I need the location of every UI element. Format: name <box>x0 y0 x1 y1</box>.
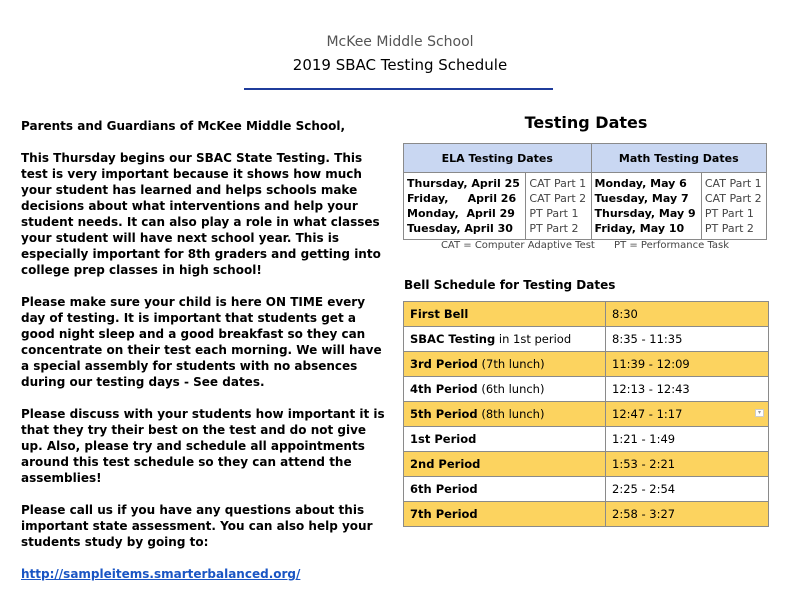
table-row <box>404 502 769 527</box>
testing-dates-legend <box>403 240 767 251</box>
period-name: 1st Period <box>410 432 477 446</box>
ela-part: CAT Part 2 <box>529 192 587 205</box>
chevron-down-icon[interactable]: ▾ <box>755 409 764 417</box>
math-part: CAT Part 1 <box>704 177 762 190</box>
school-name: McKee Middle School <box>326 34 474 50</box>
letter-paragraph-4: Please call us if you have any questions about this important state assessment. You can also help your students study by going to: <box>21 503 373 549</box>
table-row <box>404 402 769 427</box>
ela-day: Friday, April 26 <box>407 192 517 205</box>
period-time: 12:13 - 12:43 <box>606 377 769 402</box>
testing-dates-table <box>403 143 767 240</box>
table-row <box>404 477 769 502</box>
period-note: (6th lunch) <box>477 382 545 396</box>
bell-schedule-table <box>403 301 769 527</box>
letter-greeting: Parents and Guardians of McKee Middle School, <box>21 119 346 133</box>
ela-day: Monday, April 29 <box>407 207 515 220</box>
ela-days-cell <box>404 173 526 240</box>
document-title: 2019 SBAC Testing Schedule <box>292 56 508 74</box>
period-name: 6th Period <box>410 482 478 496</box>
period-time: 12:47 - 1:17 <box>612 407 683 421</box>
math-day: Thursday, May 9 <box>594 207 696 220</box>
header-divider <box>244 88 553 90</box>
table-row <box>404 427 769 452</box>
table-row <box>404 327 769 352</box>
ela-day: Tuesday, April 30 <box>407 222 513 235</box>
period-time: 2:58 - 3:27 <box>606 502 769 527</box>
period-time-cell[interactable] <box>606 402 769 427</box>
parent-letter <box>21 118 391 598</box>
period-time: 1:21 - 1:49 <box>606 427 769 452</box>
table-row <box>404 352 769 377</box>
ela-part: CAT Part 1 <box>529 177 587 190</box>
letter-paragraph-2: Please make sure your child is here ON TIME every day of testing. It is important that students get a good night sleep and a good breakfast so they can concentrate on their test each morning. We will have a special assembly for students with no absences during our testing days - See dates. <box>21 295 382 389</box>
document-header <box>0 34 800 74</box>
table-row <box>404 452 769 477</box>
period-name: 5th Period <box>410 407 478 421</box>
table-row <box>404 302 769 327</box>
period-name: 2nd Period <box>410 457 481 471</box>
period-time: 8:30 <box>606 302 769 327</box>
period-time: 1:53 - 2:21 <box>606 452 769 477</box>
bell-schedule-title: Bell Schedule for Testing Dates <box>404 278 616 292</box>
math-days-cell <box>591 173 701 240</box>
period-note: in 1st period <box>495 332 572 346</box>
period-name: 4th Period <box>410 382 478 396</box>
period-note: (7th lunch) <box>477 357 545 371</box>
period-name: First Bell <box>410 307 469 321</box>
period-note: (8th lunch) <box>477 407 545 421</box>
ela-parts-cell <box>526 173 591 240</box>
math-part: PT Part 1 <box>704 207 754 220</box>
testing-dates-title: Testing Dates <box>524 113 648 132</box>
letter-paragraph-1: This Thursday begins our SBAC State Testing. This test is very important because it shows how much your student has learned and helps schools make decisions about what interventions and help your student needs. It can also play a role in what classes your student will have next school year. This is especially important for 8th graders and getting into college prep classes in high school! <box>21 151 381 277</box>
legend-pt: PT = Performance Task <box>614 240 730 251</box>
legend-cat: CAT = Computer Adaptive Test <box>440 240 595 251</box>
period-time: 11:39 - 12:09 <box>606 352 769 377</box>
math-day: Monday, May 6 <box>594 177 687 190</box>
math-day: Friday, May 10 <box>594 222 685 235</box>
math-parts-cell <box>701 173 766 240</box>
period-name: 3rd Period <box>410 357 478 371</box>
letter-paragraph-3: Please discuss with your students how important it is that they try their best on the test and do not give up. Also, please try and schedule all appointments around this test schedule so they can attend the assemblies! <box>21 407 385 485</box>
period-time: 2:25 - 2:54 <box>606 477 769 502</box>
math-day: Tuesday, May 7 <box>594 192 689 205</box>
ela-part: PT Part 1 <box>529 207 579 220</box>
math-header: Math Testing Dates <box>591 144 766 173</box>
ela-header: ELA Testing Dates <box>404 144 592 173</box>
math-part: PT Part 2 <box>704 222 754 235</box>
ela-day: Thursday, April 25 <box>407 177 520 190</box>
period-time: 8:35 - 11:35 <box>606 327 769 352</box>
math-part: CAT Part 2 <box>704 192 762 205</box>
ela-part: PT Part 2 <box>529 222 579 235</box>
period-name: 7th Period <box>410 507 478 521</box>
smarter-balanced-link[interactable]: http://sampleitems.smarterbalanced.org/ <box>21 567 301 581</box>
period-name: SBAC Testing <box>410 332 496 346</box>
table-row <box>404 377 769 402</box>
